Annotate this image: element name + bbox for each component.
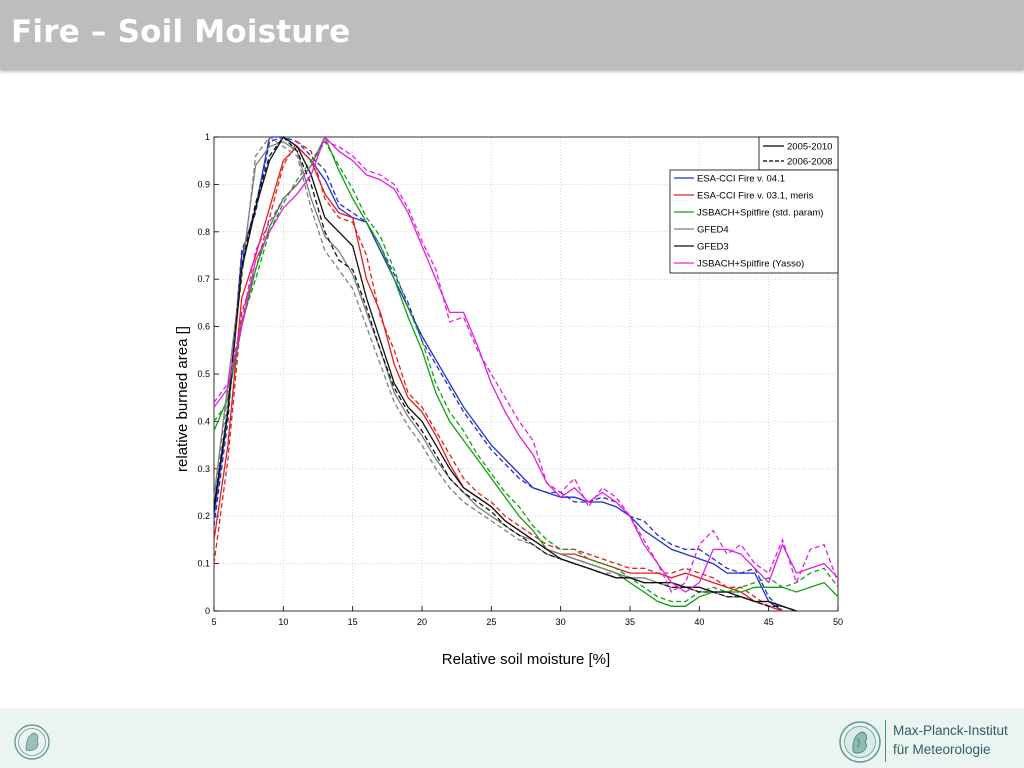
institute-name (893, 721, 1008, 759)
y-tick-label: 0.9 (197, 179, 210, 190)
series-legend-label: GFED3 (697, 241, 729, 253)
x-tick-label: 35 (624, 617, 636, 627)
x-tick-label: 45 (763, 617, 774, 627)
institute-line-1: Max-Planck-Institut (893, 723, 1008, 738)
mpi-meteorology-logo-icon (838, 720, 882, 764)
y-tick-label: 1 (204, 132, 210, 142)
y-axis-label: relative burned area [] (174, 326, 191, 472)
institute-line-2: für Meteorologie (893, 742, 991, 757)
x-tick-label: 10 (278, 617, 289, 627)
y-tick-label: 0.3 (197, 463, 210, 474)
x-tick-label: 5 (211, 617, 217, 627)
x-tick-label: 40 (694, 617, 705, 627)
minerva-seal-icon (14, 724, 50, 760)
series-legend-label: JSBACH+Spitfire (std. param) (697, 207, 824, 219)
y-tick-label: 0.2 (197, 511, 210, 522)
y-tick-label: 0.8 (197, 226, 210, 237)
x-tick-label: 30 (555, 617, 566, 627)
period-legend-label: 2006-2008 (787, 156, 833, 168)
y-tick-label: 0 (204, 606, 210, 616)
x-tick-label: 15 (347, 617, 358, 627)
x-axis-label: Relative soil moisture [%] (441, 651, 611, 668)
series-legend-label: GFED4 (697, 224, 729, 236)
series-legend (670, 170, 838, 273)
slide-title: Fire – Soil Moisture (11, 14, 351, 50)
series-legend-label: JSBACH+Spitfire (Yasso) (697, 258, 805, 270)
y-tick-label: 0.6 (197, 321, 210, 332)
period-legend (759, 137, 838, 170)
x-tick-label: 20 (416, 617, 428, 627)
x-tick-label: 25 (486, 617, 497, 627)
y-tick-label: 0.7 (197, 274, 210, 285)
y-tick-label: 0.1 (197, 558, 210, 569)
y-tick-label: 0.5 (197, 369, 210, 379)
series-legend-label: ESA-CCI Fire v. 04.1 (697, 173, 785, 185)
series-legend-label: ESA-CCI Fire v. 03.1, meris (697, 190, 814, 202)
footer-bar (0, 708, 1024, 768)
x-tick-label: 50 (832, 617, 844, 627)
period-legend-label: 2005-2010 (787, 141, 833, 153)
y-tick-label: 0.4 (197, 416, 210, 427)
logo-divider (885, 720, 886, 762)
